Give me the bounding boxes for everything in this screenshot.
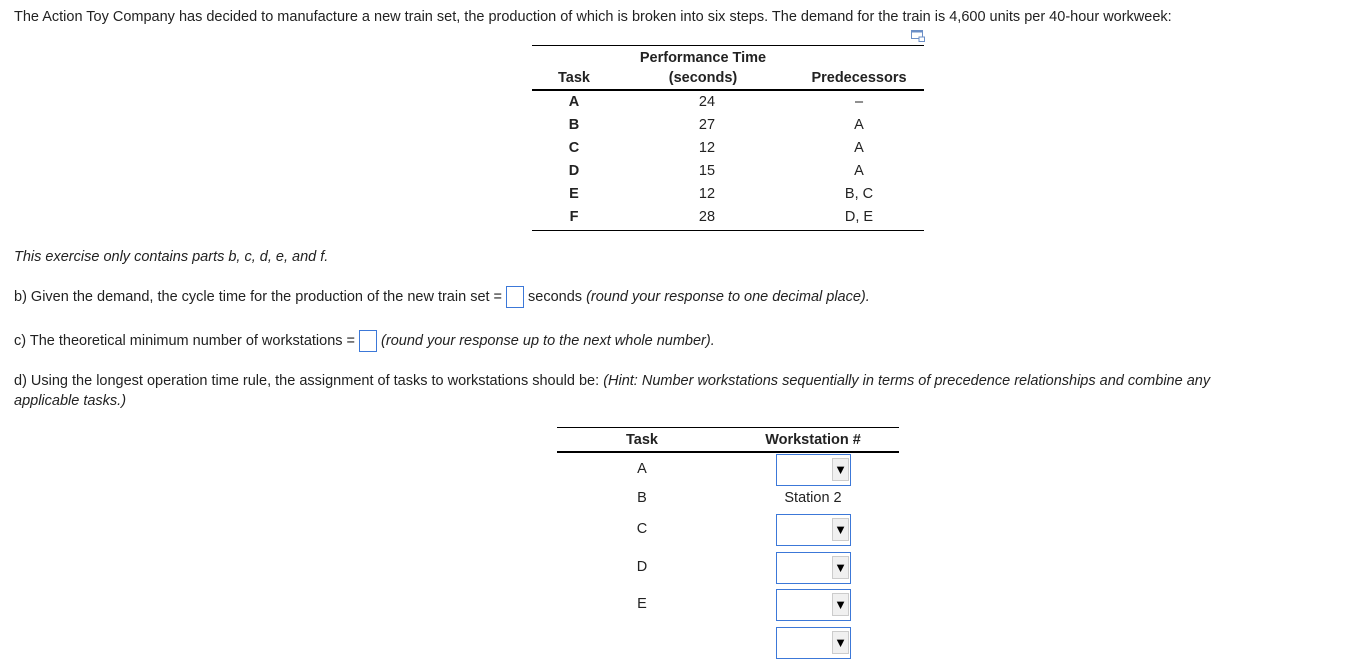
- popout-window-icon[interactable]: [911, 30, 925, 42]
- task-predecessors: B, C: [844, 186, 874, 202]
- part-d-hint: (Hint: Number workstations sequentially in terms of precedence relationships and combine any: [603, 373, 1211, 389]
- assignment-task: D: [636, 559, 648, 575]
- task-time: 27: [698, 117, 716, 133]
- task-id: F: [569, 209, 579, 225]
- header-task: Task: [626, 432, 658, 448]
- workstation-select-d[interactable]: [776, 552, 851, 584]
- min-workstations-input[interactable]: [359, 330, 377, 352]
- workstation-select-e[interactable]: [776, 589, 851, 621]
- task-predecessors: A: [854, 163, 864, 179]
- dropdown-arrow-icon: ▼: [832, 556, 849, 579]
- part-d: [14, 373, 1210, 389]
- workstation-select-a[interactable]: [776, 454, 851, 486]
- task-id: A: [568, 94, 580, 110]
- header-workstation: Workstation #: [765, 432, 861, 448]
- task-id: D: [568, 163, 580, 179]
- task-predecessors: –: [854, 94, 864, 110]
- part-c-hint: (round your response up to the next whole number).: [381, 332, 715, 349]
- cycle-time-input[interactable]: [506, 286, 524, 308]
- task-time: 28: [698, 209, 716, 225]
- task-id: B: [568, 117, 580, 133]
- task-time: 15: [698, 163, 716, 179]
- part-d-hint-2: applicable tasks.): [14, 393, 127, 409]
- task-time: 12: [698, 186, 716, 202]
- task-id: C: [568, 140, 580, 156]
- workstation-select-f[interactable]: ▼: [776, 627, 851, 659]
- task-time: 12: [698, 140, 716, 156]
- task-id: E: [569, 186, 579, 202]
- task-time: 24: [698, 94, 716, 110]
- assignment-task: A: [637, 461, 647, 477]
- header-time-1: Performance Time: [639, 50, 767, 66]
- assignment-task: C: [636, 521, 648, 537]
- workstation-value: Station 2: [784, 490, 842, 506]
- dropdown-arrow-icon: ▼: [832, 458, 849, 481]
- part-b-text: b) Given the demand, the cycle time for the production of the new train set =: [14, 288, 503, 305]
- intro-text: The Action Toy Company has decided to manufacture a new train set, the production of which is broken into six steps. The demand for the train is 4,600 units per 40-hour workweek:: [14, 9, 1172, 25]
- header-predecessors: Predecessors: [811, 70, 907, 86]
- workstation-select-c[interactable]: [776, 514, 851, 546]
- part-c-text: c) The theoretical minimum number of workstations =: [14, 332, 356, 349]
- part-b-hint: (round your response to one decimal place).: [586, 288, 870, 305]
- dropdown-arrow-icon: ▼: [832, 518, 849, 541]
- assignment-task: E: [637, 596, 647, 612]
- part-b: [14, 286, 870, 308]
- dropdown-arrow-icon: ▼: [832, 593, 849, 616]
- part-b-unit: seconds: [528, 288, 583, 305]
- task-predecessors: A: [854, 140, 864, 156]
- task-predecessors: D, E: [844, 209, 874, 225]
- part-c: [14, 330, 715, 352]
- part-d-text: d) Using the longest operation time rule, the assignment of tasks to workstations should be:: [14, 373, 600, 389]
- assignment-task: B: [637, 490, 647, 506]
- exercise-note: This exercise only contains parts b, c, d, e, and f.: [14, 249, 329, 265]
- task-predecessors: A: [854, 117, 864, 133]
- header-time-2: (seconds): [668, 70, 738, 86]
- header-task: Task: [558, 70, 590, 86]
